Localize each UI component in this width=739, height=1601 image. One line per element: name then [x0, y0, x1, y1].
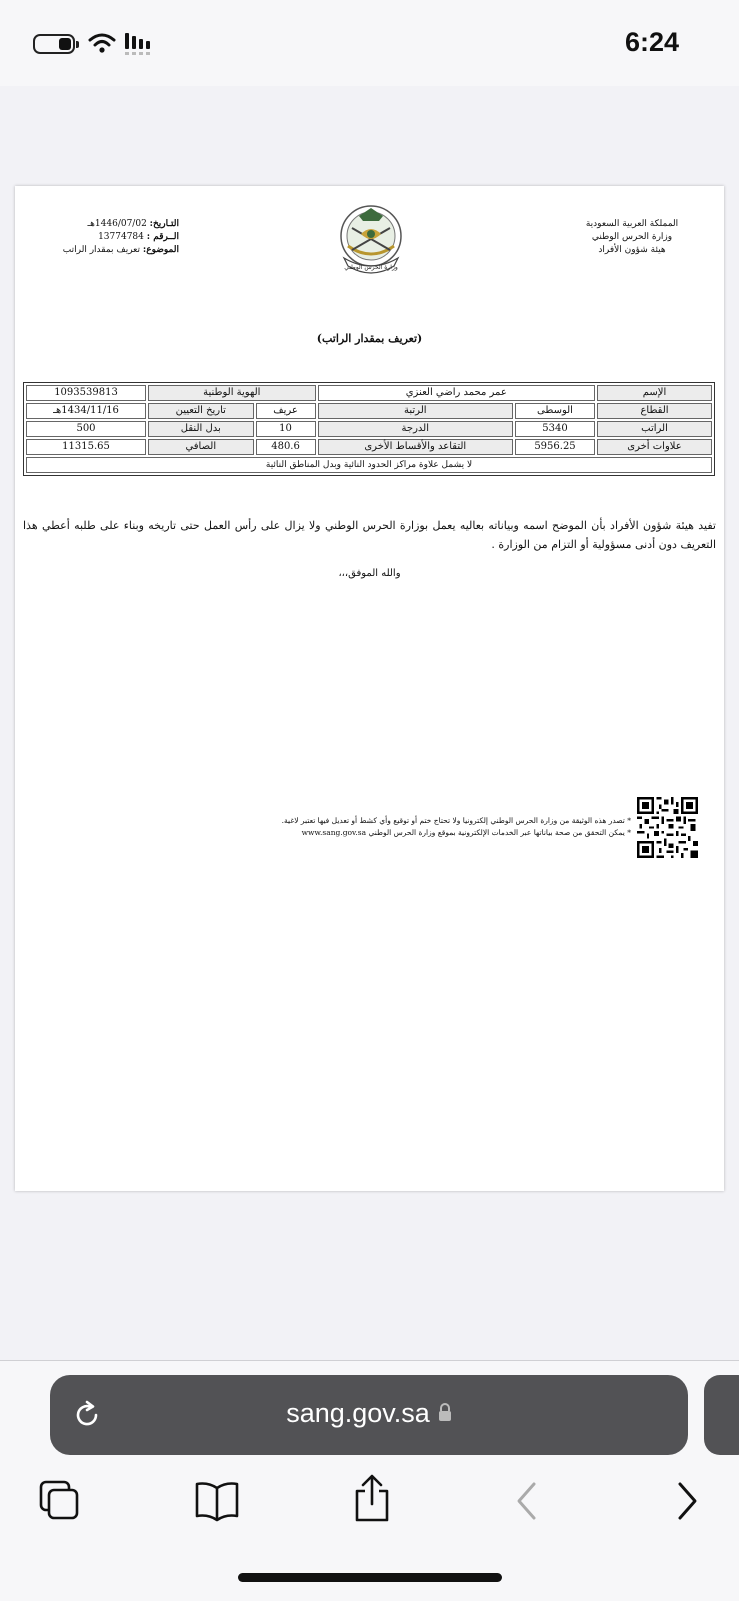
- browser-toolbar: [0, 1360, 739, 1601]
- name-value: عمر محمد راضي العنزي: [318, 385, 595, 401]
- pension-value: 480.6: [256, 439, 316, 455]
- ministry-emblem-icon: [328, 198, 414, 284]
- header-organization: [562, 218, 702, 257]
- bookmarks-icon[interactable]: [194, 1479, 240, 1523]
- id-value: 1093539813: [26, 385, 146, 401]
- table-row: [26, 439, 712, 455]
- lock-icon: [438, 1402, 452, 1422]
- header-date: التـاريخ: 1446/07/02هـ: [87, 219, 179, 229]
- pension-label: التقاعد والأقساط الأخرى: [318, 439, 513, 455]
- qr-code-icon: [637, 797, 698, 858]
- url-display[interactable]: [50, 1398, 688, 1429]
- header-kingdom: المملكة العربية السعودية: [585, 219, 679, 229]
- rank-label: الرتبة: [318, 403, 513, 419]
- url-text: sang.gov.sa: [286, 1398, 430, 1428]
- sector-value: الوسطى: [515, 403, 595, 419]
- forward-icon[interactable]: [674, 1481, 700, 1521]
- rank-value: عريف: [256, 403, 316, 419]
- footnote: [245, 815, 631, 839]
- salary-table: [23, 382, 715, 476]
- transport-value: 500: [26, 421, 146, 437]
- document-body: تفيد هيئة شؤون الأفراد بأن الموضح اسمه وبياناته بعاليه يعمل بوزارة الحرس الوطني ولا يزال على رأس العمل حتى تاريخه وبناء على طلبه أعطي هذا التعريف دون أدنى مسؤولية أو التزام من الوزارة .: [23, 519, 716, 551]
- sector-label: القطاع: [597, 403, 712, 419]
- appointment-label: تاريخ التعيين: [148, 403, 254, 419]
- transport-label: بدل النقل: [148, 421, 254, 437]
- header-ministry: وزارة الحرس الوطني: [591, 232, 673, 242]
- header-number: الــرقم : 13774784: [98, 232, 179, 242]
- document-closing: والله الموفق،،،: [338, 568, 401, 579]
- tabs-icon[interactable]: [38, 1479, 82, 1523]
- table-note: لا يشمل علاوة مراكز الحدود النائية وبدل المناطق النائية: [26, 457, 712, 473]
- grade-value: 10: [256, 421, 316, 437]
- address-bar[interactable]: [50, 1375, 688, 1455]
- header-reference: [39, 218, 179, 257]
- footnote-line-1: * تصدر هذه الوثيقة من وزارة الحرس الوطني إلكترونيا ولا تحتاج ختم أو توقيع وأي كشط أو تعديل فيها تعتبر لاغية.: [281, 816, 631, 825]
- document-title: (تعريف بمقدار الراتب): [316, 332, 423, 345]
- net-value: 11315.65: [26, 439, 146, 455]
- status-bar: [0, 0, 739, 86]
- net-label: الصافي: [148, 439, 254, 455]
- name-label: الإسم: [597, 385, 712, 401]
- status-time: 6:24: [624, 27, 679, 57]
- table-row: [26, 403, 712, 419]
- table-row: [26, 385, 712, 401]
- header-subject: الموضوع: تعريف بمقدار الراتب: [62, 245, 179, 255]
- wifi-icon: [88, 32, 116, 54]
- share-icon[interactable]: [352, 1473, 392, 1523]
- appointment-value: 1434/11/16هـ: [26, 403, 146, 419]
- footnote-line-2: * يمكن التحقق من صحة بياناتها عبر الخدمات الإلكترونية بموقع وزارة الحرس الوطني www.sang.gov.sa: [301, 828, 631, 837]
- home-indicator[interactable]: [238, 1573, 502, 1582]
- salary-value: 5340: [515, 421, 595, 437]
- cellular-icon: [125, 31, 157, 57]
- allowances-value: 5956.25: [515, 439, 595, 455]
- allowances-label: علاوات أخرى: [597, 439, 712, 455]
- grade-label: الدرجة: [318, 421, 513, 437]
- salary-label: الراتب: [597, 421, 712, 437]
- back-icon[interactable]: [514, 1481, 540, 1521]
- id-label: الهوية الوطنية: [148, 385, 316, 401]
- battery-icon: [33, 34, 75, 54]
- next-tab-preview[interactable]: [704, 1375, 739, 1455]
- emblem-text: وزارة الحرس الوطني: [344, 264, 398, 271]
- table-row: [26, 457, 712, 473]
- header-department: هيئة شؤون الأفراد: [598, 245, 666, 255]
- table-row: [26, 421, 712, 437]
- document-page: [15, 186, 724, 1191]
